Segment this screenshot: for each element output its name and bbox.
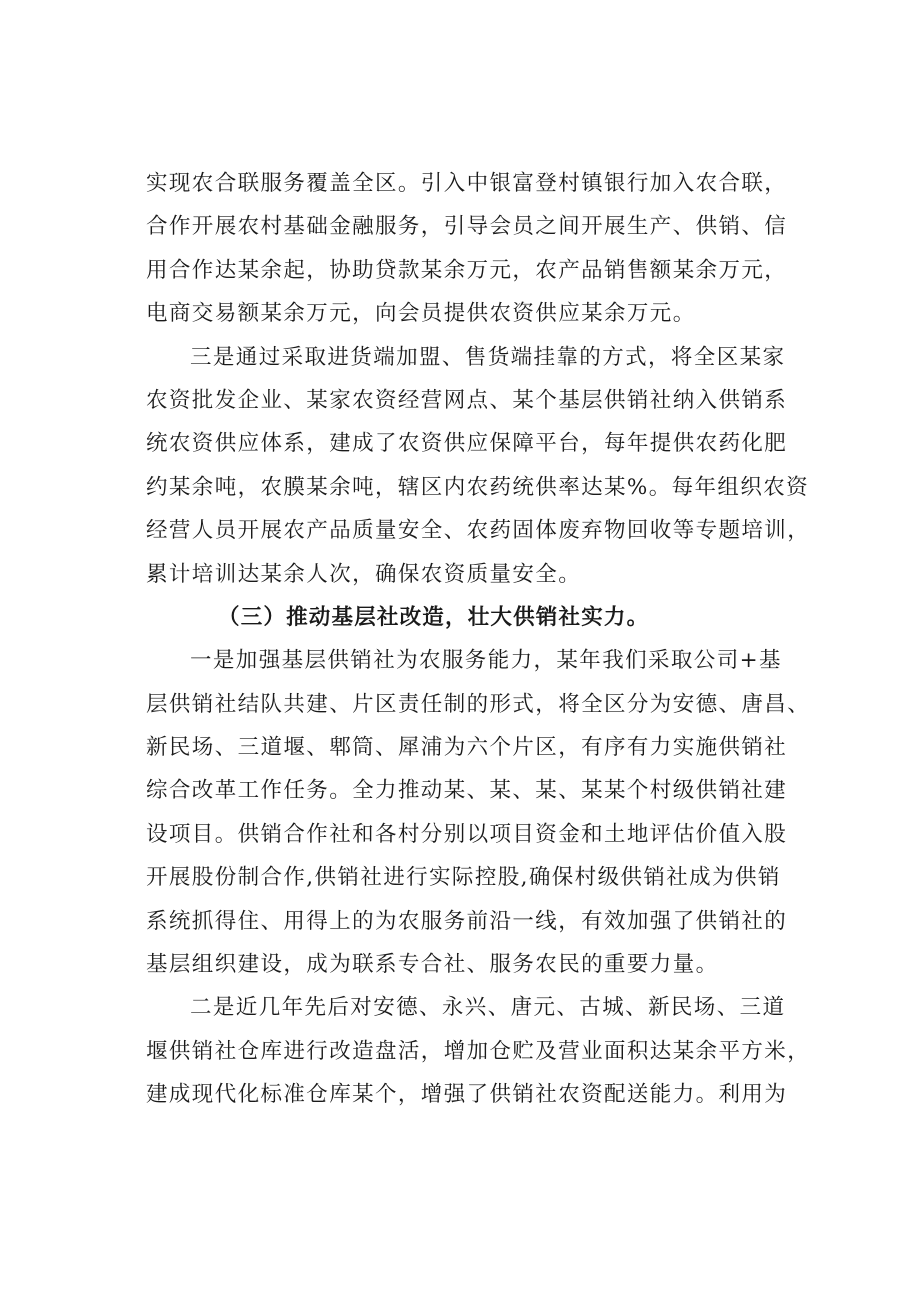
text-line: 约某余吨，农膜某余吨，辖区内农药统供率达某%。每年组织农资 bbox=[146, 474, 810, 500]
paragraph-start-line: 三是通过采取进货端加盟、售货端挂靠的方式，将全区某家 bbox=[190, 344, 786, 370]
section-heading: （三）推动基层社改造，壮大供销社实力。 bbox=[218, 604, 650, 630]
text-line: 建成现代化标准仓库某个，增强了供销社农资配送能力。利用为 bbox=[146, 1082, 788, 1108]
text-line: 新民场、三道堰、郫筒、犀浦为六个片区，有序有力实施供销社 bbox=[146, 735, 788, 761]
body-text bbox=[146, 162, 811, 1117]
text-line: 设项目。供销合作社和各村分别以项目资金和土地评估价值入股 bbox=[146, 821, 788, 847]
text-line: 实现农合联服务覆盖全区。引入中银富登村镇银行加入农合联， bbox=[146, 171, 788, 196]
text-line: 经营人员开展农产品质量安全、农药固体废弃物回收等专题培训， bbox=[146, 518, 811, 544]
paragraph-start-line: 二是近几年先后对安德、永兴、唐元、古城、新民场、三道 bbox=[190, 995, 786, 1021]
text-line: 用合作达某余起，协助贷款某余万元，农产品销售额某余万元， bbox=[146, 257, 788, 283]
text-line: 综合改革工作任务。全力推动某、某、某、某某个村级供销社建 bbox=[146, 778, 788, 804]
text-line: 统农资供应体系，建成了农资供应保障平台，每年提供农药化肥 bbox=[146, 431, 788, 457]
text-line: 电商交易额某余万元，向会员提供农资供应某余万元。 bbox=[146, 301, 696, 327]
text-line: 合作开展农村基础金融服务，引导会员之间开展生产、供销、信 bbox=[146, 214, 788, 240]
text-line: 累计培训达某余人次，确保农资质量安全。 bbox=[146, 561, 582, 587]
text-line: 层供销社结队共建、片区责任制的形式，将全区分为安德、唐昌、 bbox=[146, 691, 811, 717]
text-line: 农资批发企业、某家农资经营网点、某个基层供销社纳入供销系 bbox=[146, 387, 788, 413]
text-line: 系统抓得住、用得上的为农服务前沿一线，有效加强了供销社的 bbox=[146, 908, 788, 934]
text-line: 基层组织建设，成为联系专合社、服务农民的重要力量。 bbox=[146, 952, 719, 978]
paragraph-start-line: 一是加强基层供销社为农服务能力，某年我们采取公司+基 bbox=[190, 648, 782, 674]
text-line: 堰供销社仓库进行改造盘活，增加仓贮及营业面积达某余平方米， bbox=[146, 1038, 811, 1064]
text-line: 开展股份制合作,供销社进行实际控股,确保村级供销社成为供销 bbox=[146, 865, 781, 891]
